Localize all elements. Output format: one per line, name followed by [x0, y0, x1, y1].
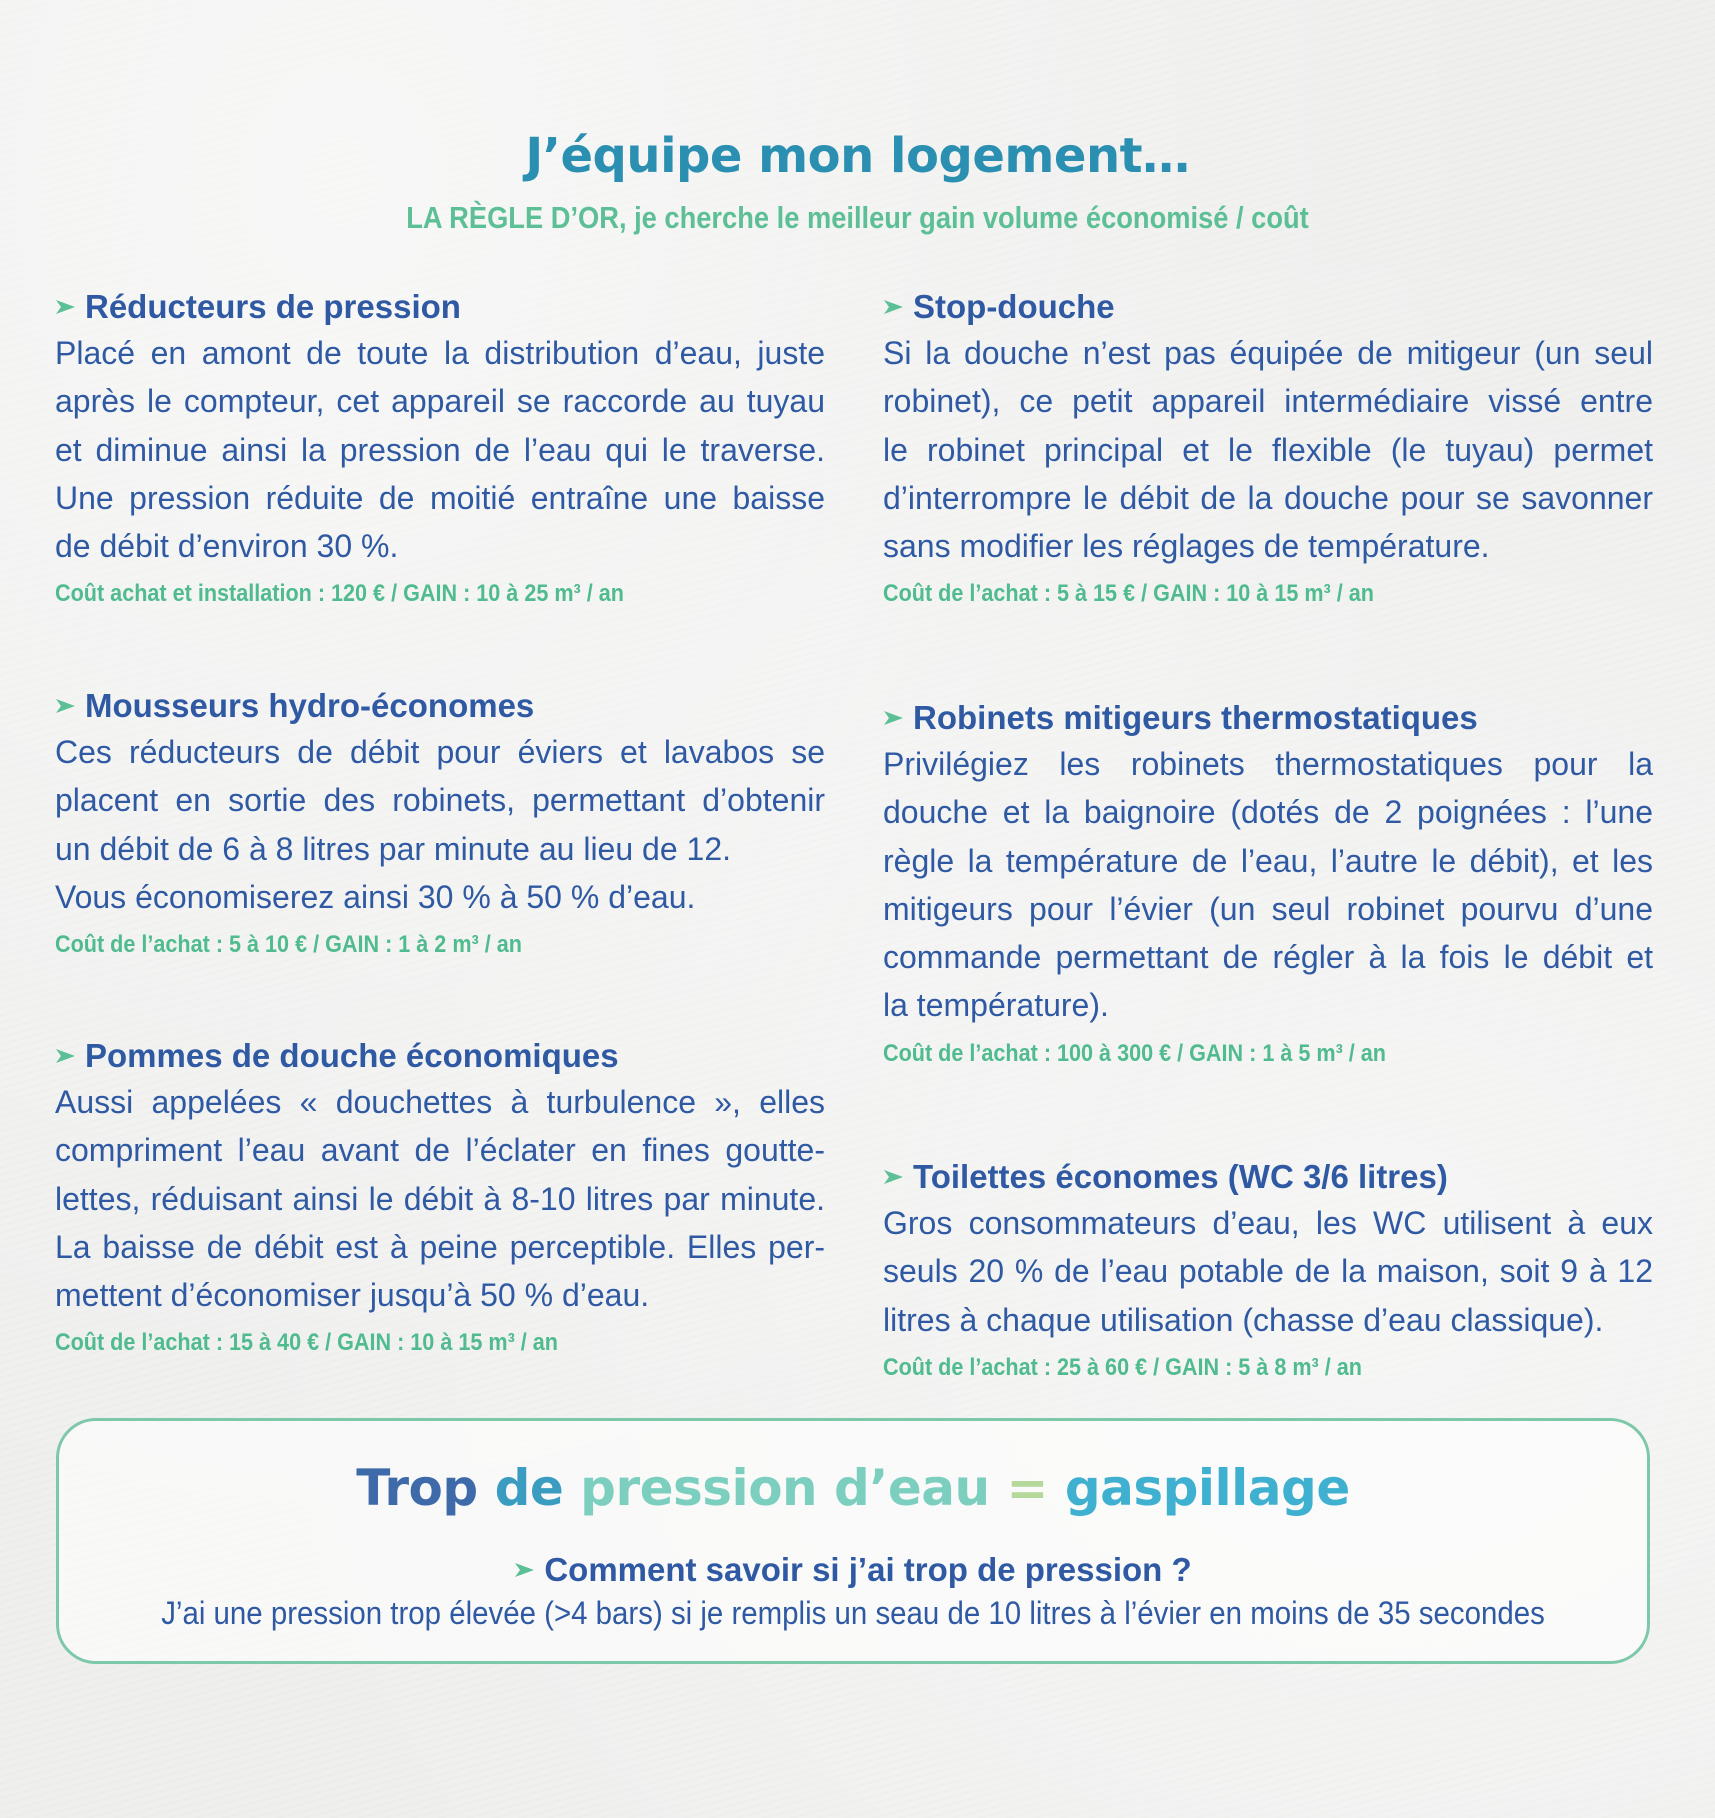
body-line: placent en sortie des robinets, permettant d’obtenir	[55, 782, 825, 819]
section-cost: Coût achat et installation : 120 € / GAIN : 10 à 25 m³ / an	[55, 580, 624, 608]
pressure-callout-box	[56, 1418, 1650, 1664]
body-line: Aussi appelées « douchettes à turbulence », elles	[55, 1084, 825, 1120]
section-body	[883, 740, 1653, 1030]
callout-question	[59, 1548, 1647, 1592]
body-line: le robinet principal et le flexible (le tuyau) permet	[883, 431, 1653, 468]
section-body	[55, 329, 825, 570]
body-line: robinet), ce petit appareil intermédiaire vissé entre	[883, 383, 1653, 420]
body-line: Vous économiserez ainsi 30 % à 50 % d’eau.	[55, 878, 696, 915]
body-line: un débit de 6 à 8 litres par minute au lieu de 12.	[55, 830, 731, 867]
section-body	[55, 728, 825, 921]
section-stop-douche	[883, 285, 1653, 608]
body-line: commande permettant de régler à la fois le débit et	[883, 939, 1653, 976]
callout-question-text: Comment savoir si j’ai trop de pression ?	[544, 1551, 1192, 1588]
body-line: la température).	[883, 987, 1109, 1024]
section-heading-text: Toilettes économes (WC 3/6 litres)	[913, 1158, 1448, 1195]
body-line: mettent d’économiser jusqu’à 50 % d’eau.	[55, 1277, 650, 1314]
body-line: Privilégiez les robinets thermostatiques pour la	[883, 746, 1653, 782]
body-line: La baisse de débit est à peine perceptible. Elles per-	[55, 1228, 825, 1265]
section-body	[55, 1078, 825, 1319]
callout-title-part: pression d’eau	[580, 1459, 1007, 1517]
callout-title-part: =	[1006, 1459, 1065, 1517]
section-heading-text: Stop-douche	[913, 288, 1115, 325]
body-line: mitigeurs pour l’évier (un seul robinet pourvu d’une	[883, 890, 1653, 927]
callout-title	[59, 1459, 1647, 1517]
chevron-right-icon	[55, 285, 77, 329]
body-line: règle la température de l’eau, l’autre le débit), et les	[883, 842, 1653, 879]
body-line: après le compteur, cet appareil se raccorde au tuyau	[55, 383, 825, 420]
section-heading	[883, 696, 1653, 740]
section-heading	[883, 285, 1653, 329]
section-cost: Coût de l’achat : 25 à 60 € / GAIN : 5 à 8 m³ / an	[883, 1353, 1362, 1381]
section-toilettes	[883, 1155, 1653, 1382]
body-line: seuls 20 % de l’eau potable de la maison, soit 9 à 12	[883, 1253, 1653, 1290]
callout-title-part: Trop	[356, 1459, 495, 1517]
section-cost: Coût de l’achat : 15 à 40 € / GAIN : 10 à 15 m³ / an	[55, 1329, 558, 1357]
body-line: Une pression réduite de moitié entraîne une baisse	[55, 479, 825, 516]
section-cost: Coût de l’achat : 100 à 300 € / GAIN : 1 à 5 m³ / an	[883, 1039, 1386, 1067]
body-line: Placé en amont de toute la distribution d’eau, juste	[55, 335, 825, 371]
section-heading	[55, 1034, 825, 1078]
section-heading-text: Pommes de douche économiques	[85, 1037, 619, 1074]
chevron-right-icon	[883, 285, 905, 329]
body-line: d’interrompre le débit de la douche pour se savonner	[883, 479, 1653, 516]
body-line: lettes, réduisant ainsi le débit à 8-10 litres par minute.	[55, 1180, 825, 1217]
callout-title-part: gaspillage	[1064, 1459, 1350, 1517]
section-heading	[55, 285, 825, 329]
section-heading-text: Mousseurs hydro-économes	[85, 687, 535, 724]
section-body	[883, 1199, 1653, 1344]
body-line: Ces réducteurs de débit pour éviers et lavabos se	[55, 734, 825, 770]
chevron-right-icon	[514, 1548, 536, 1592]
body-line: litres à chaque utilisation (chasse d’eau classique).	[883, 1301, 1604, 1338]
section-heading-text: Robinets mitigeurs thermostatiques	[913, 699, 1478, 736]
section-heading-text: Réducteurs de pression	[85, 288, 461, 325]
section-cost: Coût de l’achat : 5 à 10 € / GAIN : 1 à 2 m³ / an	[55, 931, 522, 959]
body-line: douche et la baignoire (dotés de 2 poignées : l’une	[883, 794, 1653, 831]
callout-answer: J’ai une pression trop élevée (>4 bars) si je remplis un seau de 10 litres à l’évier en moins de 35 secondes	[161, 1595, 1545, 1631]
page-subtitle: LA RÈGLE D’OR, je cherche le meilleur gain volume économisé / coût	[406, 200, 1309, 235]
section-heading	[883, 1155, 1653, 1199]
section-mousseurs	[55, 684, 825, 959]
section-pommes-douche	[55, 1034, 825, 1357]
section-cost: Coût de l’achat : 5 à 15 € / GAIN : 10 à 15 m³ / an	[883, 580, 1374, 608]
chevron-right-icon	[55, 684, 77, 728]
callout-title-part: de	[494, 1459, 581, 1517]
section-reducteurs-pression	[55, 285, 825, 608]
chevron-right-icon	[55, 1034, 77, 1078]
chevron-right-icon	[883, 696, 905, 740]
chevron-right-icon	[883, 1155, 905, 1199]
section-body	[883, 329, 1653, 570]
body-line: sans modifier les réglages de température.	[883, 528, 1490, 565]
page-title: J’équipe mon logement…	[525, 128, 1190, 184]
body-line: et diminue ainsi la pression de l’eau qui le traverse.	[55, 431, 825, 468]
body-line: Si la douche n’est pas équipée de mitigeur (un seul	[883, 335, 1653, 371]
section-heading	[55, 684, 825, 728]
body-line: compriment l’eau avant de l’éclater en fines goutte-	[55, 1132, 825, 1169]
body-line: Gros consommateurs d’eau, les WC utilisent à eux	[883, 1205, 1653, 1241]
section-robinets-mitigeurs	[883, 696, 1653, 1068]
body-line: de débit d’environ 30 %.	[55, 528, 399, 565]
